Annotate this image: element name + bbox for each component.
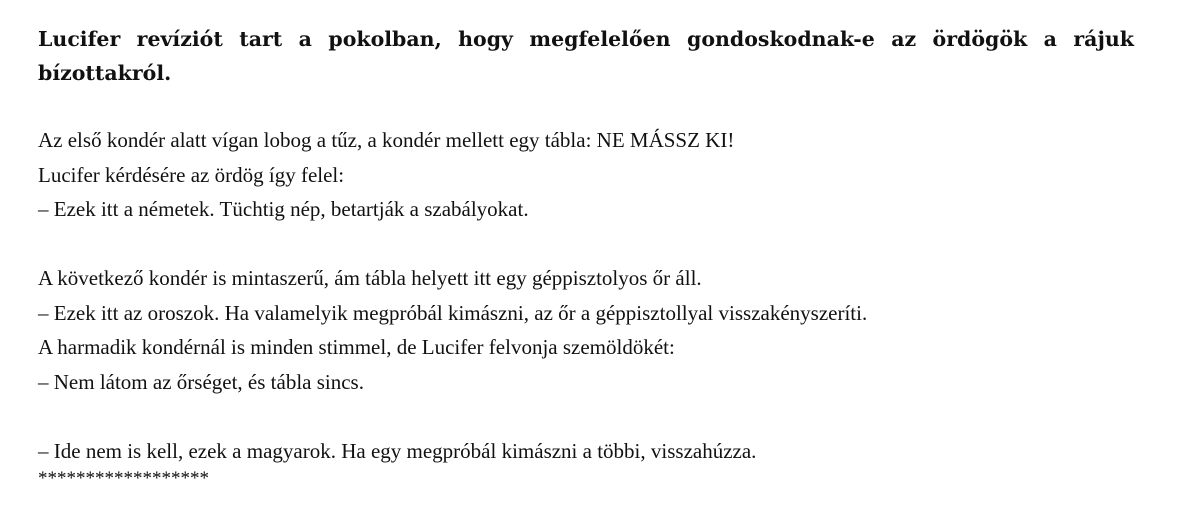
paragraph-2-line-4: – Nem látom az őrséget, és tábla sincs.: [38, 369, 364, 394]
paragraph-gap: [38, 399, 1134, 434]
paragraph-1-line-2: Lucifer kérdésére az ördög így felel:: [38, 162, 345, 187]
joke-title: Lucifer revíziót tart a pokolban, hogy megfelelően gondoskodnak-e az ördögök a rájuk bízottakról.: [38, 27, 1134, 85]
paragraph-2-line-2: – Ezek itt az oroszok. Ha valamelyik megpróbál kimászni, az őr a géppisztollyal visszakényszeríti.: [38, 300, 868, 325]
paragraph-3-line-1: – Ide nem is kell, ezek a magyarok. Ha egy megpróbál kimászni a többi, visszahúzza.: [38, 438, 757, 463]
joke-body: [38, 123, 1134, 490]
paragraph-1-line-3: – Ezek itt a németek. Tüchtig nép, betartják a szabályokat.: [38, 197, 529, 221]
paragraph-2-line-1: A következő kondér is mintaszerű, ám tábla helyett itt egy géppisztolyos őr áll.: [38, 266, 702, 290]
paragraph-gap: [38, 227, 1134, 262]
paragraph-1-line-1: Az első kondér alatt vígan lobog a tűz, a kondér mellett egy tábla: NE MÁSSZ KI!: [38, 128, 735, 152]
paragraph-2-line-3: A harmadik kondérnál is minden stimmel, de Lucifer felvonja szemöldökét:: [38, 335, 675, 359]
separator-stars: ******************: [38, 468, 209, 489]
joke-article: [38, 22, 1134, 490]
